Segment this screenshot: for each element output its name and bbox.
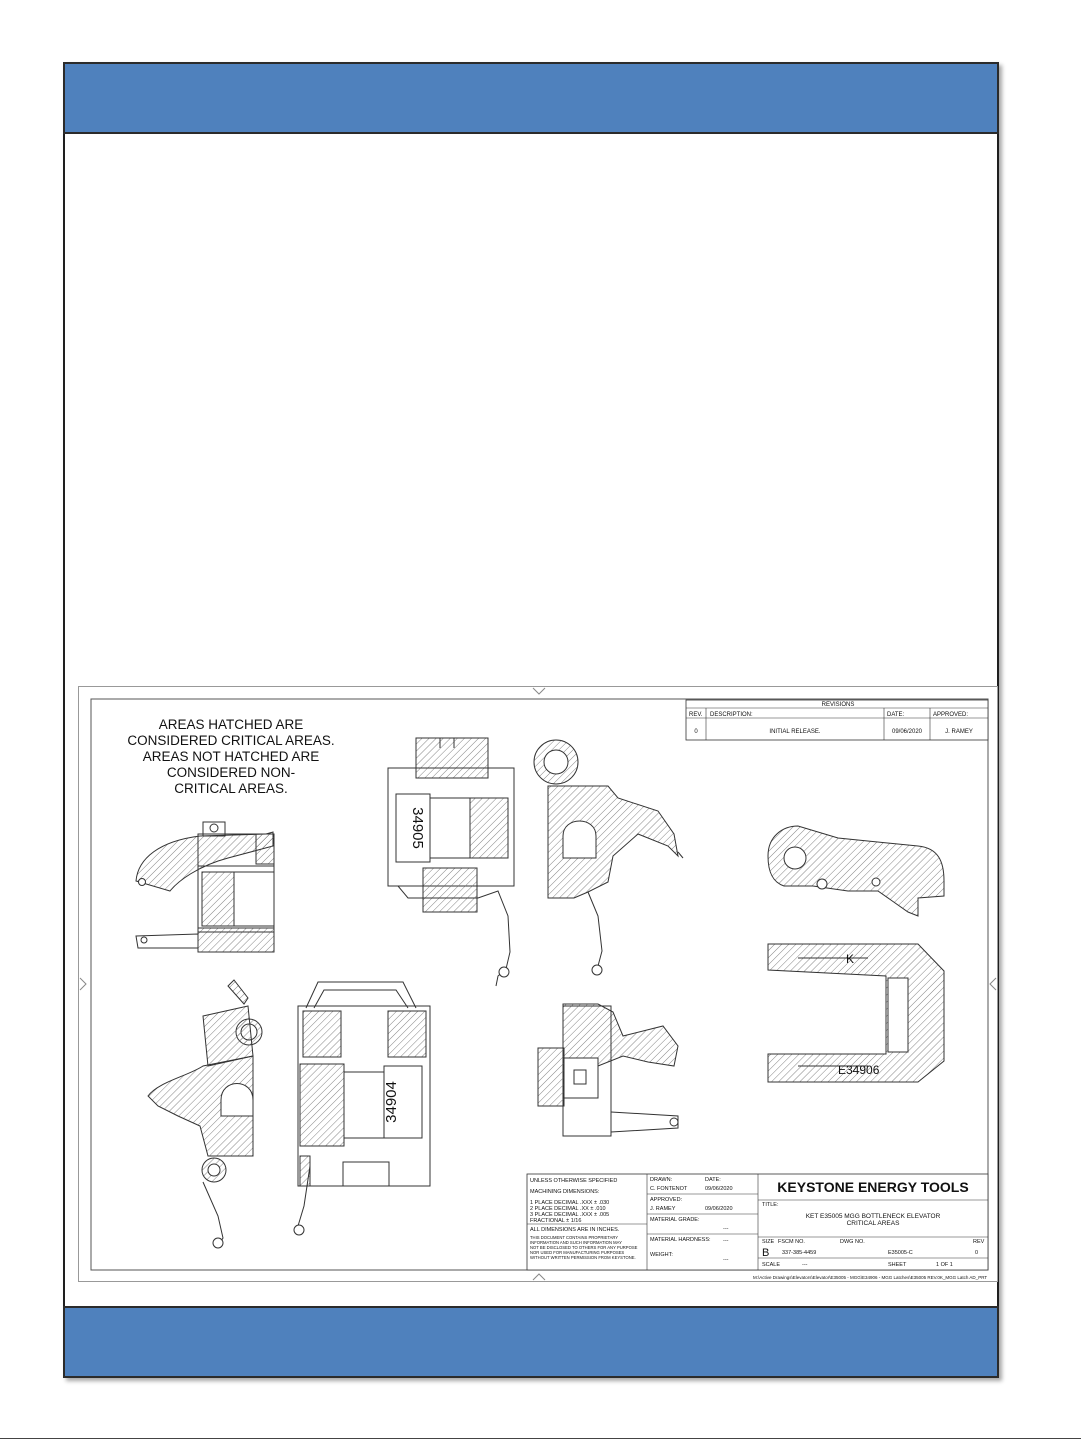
file-path: M:\Active Drawings\Elevators\Elevator\E35005 - MGG\E34906 - MGG Latches\E35005 REV.0K_MGG Latch AD_PRT: [753, 1275, 988, 1280]
material-grade: ---: [723, 1226, 729, 1232]
proprietary-line: WITHOUT WRITTEN PERMISSION FROM KEYSTONE.: [530, 1255, 636, 1260]
proprietary-line: THIS DOCUMENT CONTAINS PROPRIETARY: [530, 1235, 619, 1240]
size-label: SIZE: [762, 1239, 775, 1245]
title-label: TITLE:: [762, 1202, 779, 1208]
size-value: B: [762, 1247, 770, 1259]
rev-label: REV: [973, 1239, 985, 1245]
approved-col-header: APPROVED:: [933, 712, 969, 718]
tolerance-line: 1 PLACE DECIMAL .XXX ± .030: [530, 1200, 610, 1206]
revisions-table: [686, 700, 988, 740]
page-bottom-rule: [0, 1438, 1081, 1439]
machining-dims: MACHINING DIMENSIONS:: [530, 1189, 600, 1195]
weight: ---: [723, 1257, 729, 1263]
proprietary-line: INFORMATION AND SUCH INFORMATION MAY: [530, 1240, 622, 1245]
scale-label: SCALE: [762, 1262, 781, 1268]
scale: ---: [802, 1262, 808, 1268]
tolerance-line: FRACTIONAL ± 1/16: [530, 1218, 582, 1224]
footer-bar: [63, 1306, 999, 1378]
date-col-header: DATE:: [887, 712, 905, 718]
proprietary-line: NOR USED FOR MANUFACTURING PURPOSES: [530, 1250, 625, 1255]
hardness: ---: [723, 1238, 729, 1244]
tolerance-line: 2 PLACE DECIMAL .XX ± .010: [530, 1206, 606, 1212]
title-block: [527, 1174, 988, 1280]
description-col-header: DESCRIPTION:: [710, 712, 753, 718]
note-line: CONSIDERED CRITICAL AREAS.: [127, 733, 335, 748]
approved-by: J. RAMEY: [650, 1206, 676, 1212]
note-line: CRITICAL AREAS.: [174, 781, 288, 796]
approved-date: 09/06/2020: [705, 1206, 733, 1212]
part-mark-k: K: [846, 952, 855, 966]
note-line: CONSIDERED NON-: [166, 765, 296, 780]
sheet-label: SHEET: [888, 1262, 907, 1268]
rev-col-header: REV.: [689, 712, 703, 718]
header-bar: [63, 62, 999, 134]
sheet: 1 OF 1: [936, 1262, 953, 1268]
part-number-label: 34904: [383, 1081, 400, 1123]
drawn-date: 09/06/2020: [705, 1186, 733, 1192]
rev-cell: 0: [694, 729, 698, 735]
unless-specified: UNLESS OTHERWISE SPECIFIED: [530, 1178, 618, 1184]
engineering-drawing: [78, 686, 998, 1282]
drawing-title-line2: CRITICAL AREAS: [846, 1220, 900, 1227]
fscm-label: FSCM NO.: [778, 1239, 805, 1245]
description-cell: INITIAL RELEASE.: [769, 729, 821, 735]
company-name: KEYSTONE ENERGY TOOLS: [777, 1179, 969, 1195]
all-inches-note: ALL DIMENSIONS ARE IN INCHES.: [530, 1227, 620, 1233]
note-line: AREAS HATCHED ARE: [158, 717, 304, 732]
revisions-title: REVISIONS: [821, 702, 855, 708]
fscm-number: 337-385-4459: [782, 1250, 817, 1256]
approved-label: APPROVED:: [650, 1197, 683, 1203]
note-line: AREAS NOT HATCHED ARE: [142, 749, 320, 764]
tolerance-line: 3 PLACE DECIMAL .XXX ± .005: [530, 1212, 610, 1218]
dwg-number: E35005-C: [888, 1250, 913, 1256]
proprietary-line: NOT BE DISCLOSED TO OTHERS FOR ANY PURPOSE: [530, 1245, 638, 1250]
part-number-label: E34906: [838, 1063, 880, 1077]
drawing-title-line1: KET E35005 MGG BOTTLENECK ELEVATOR: [805, 1213, 941, 1220]
rev-number: 0: [975, 1250, 979, 1256]
part-number-label: 34905: [409, 807, 426, 849]
drawn-label: DRAWN:: [650, 1177, 673, 1183]
hardness-label: MATERIAL HARDNESS:: [650, 1237, 711, 1243]
material-grade-label: MATERIAL GRADE:: [650, 1217, 700, 1223]
weight-label: WEIGHT:: [650, 1252, 673, 1258]
approved-cell: J. RAMEY: [945, 729, 973, 735]
drawn-by: C. FONTENOT: [650, 1186, 688, 1192]
date-cell: 09/06/2020: [891, 729, 923, 735]
dwg-label: DWG NO.: [840, 1239, 865, 1245]
date-label: DATE:: [705, 1177, 721, 1183]
